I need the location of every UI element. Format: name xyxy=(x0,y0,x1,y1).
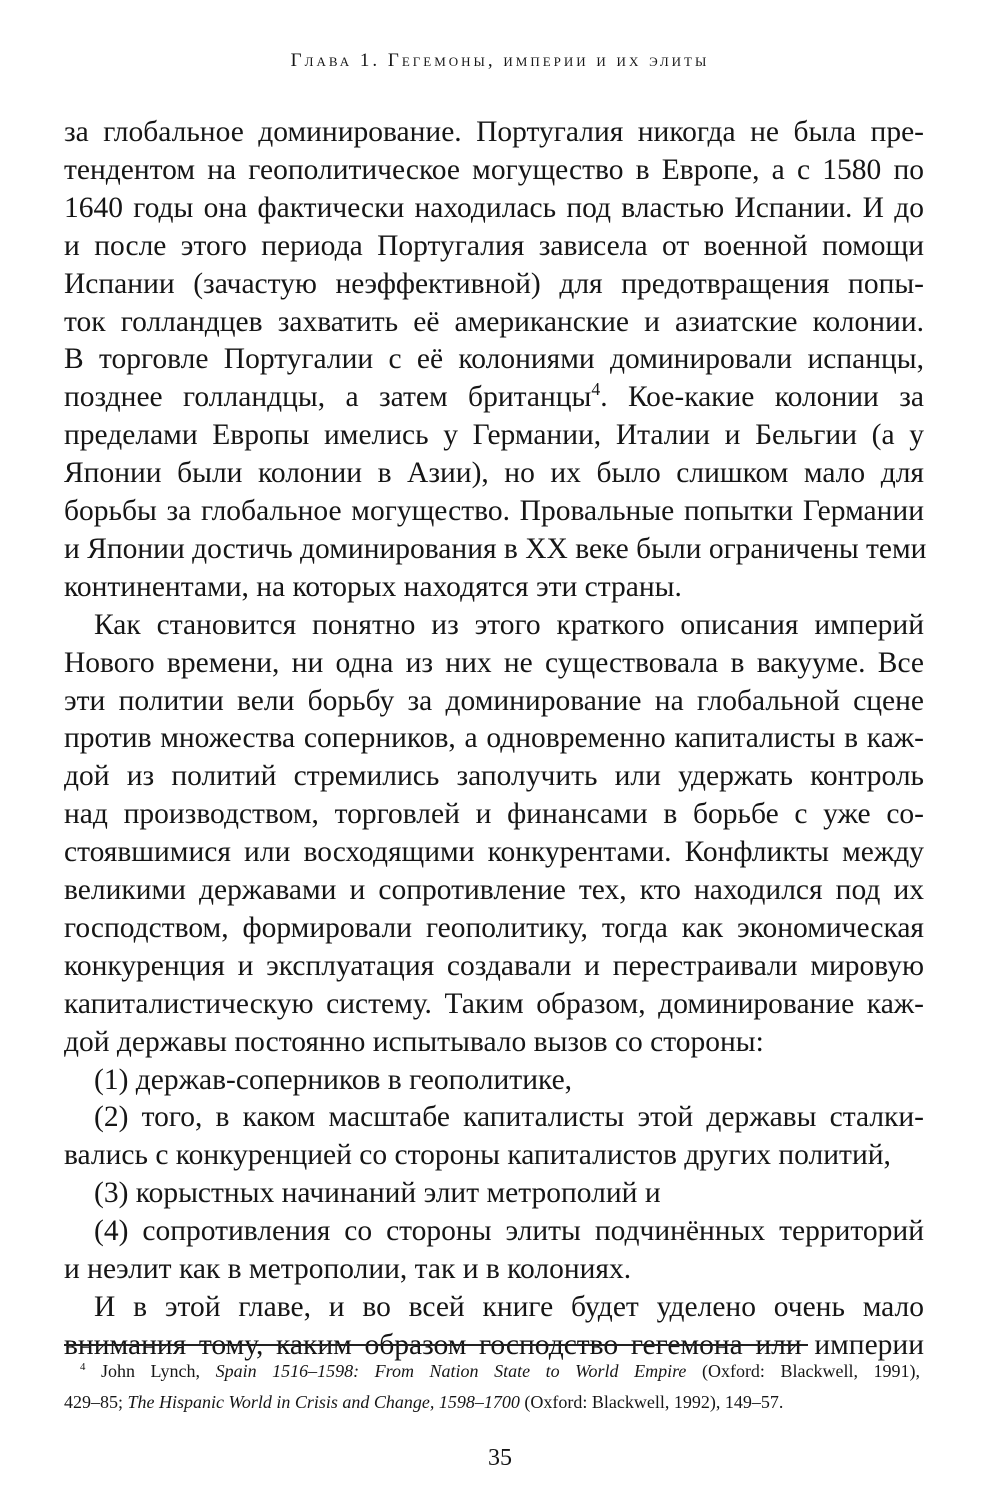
line-text: ток голландцев захватить её американские и азиатские колонии. xyxy=(64,305,924,338)
body-line xyxy=(64,529,927,569)
line-text: континентами, на которых находятся эти страны. xyxy=(64,570,682,603)
line-text: внимания тому, каким образом господство гегемона или империи xyxy=(64,1328,924,1361)
body-line xyxy=(64,339,924,379)
line-text: господством, формировали геополитику, тогда как экономическая xyxy=(64,911,924,944)
line-text: против множества соперников, а одновременно капиталисты в каж- xyxy=(64,722,924,755)
body-line xyxy=(94,1173,924,1213)
line-text: над производством, торговлей и финансами в борьбе с уже со- xyxy=(64,798,924,831)
body-line xyxy=(94,605,924,645)
footnote-text: 429–85; xyxy=(64,1392,128,1412)
line-text: стоявшимися или восходящими конкурентами. Конфликты между xyxy=(64,836,924,869)
line-text: В торговле Португалии с её колониями доминировали испанцы, xyxy=(64,343,924,376)
body-line xyxy=(64,832,924,872)
footnote-book-title: The Hispanic World in Crisis and Change, 1598–1700 xyxy=(127,1392,520,1412)
body-line xyxy=(64,415,924,455)
line-text: (4) сопротивления со стороны элиты подчинённых территорий xyxy=(94,1215,924,1248)
line-text: (1) держав-соперников в геополитике, xyxy=(94,1063,573,1096)
line-text: (3) корыстных начинаний элит метрополий и xyxy=(94,1177,661,1210)
line-text: и неэлит как в метрополии, так и в колониях. xyxy=(64,1253,632,1285)
line-text: и после этого периода Португалия зависела от военной помощи xyxy=(64,229,924,262)
body-line xyxy=(64,681,924,721)
body-line xyxy=(94,1211,924,1251)
line-text: тендентом на геополитическое могущество в Европе, а с 1580 по xyxy=(64,153,924,186)
footnote-text: (Oxford: Blackwell, 1992), 149–57. xyxy=(519,1392,784,1412)
line-text: и Японии достичь доминирования в XX веке были ограничены теми xyxy=(64,532,927,565)
body-line xyxy=(64,643,924,683)
body-line xyxy=(64,1135,924,1175)
line-text: Испании (зачастую неэффективной) для предотвращения попы- xyxy=(64,267,924,300)
line-text: борьбы за глобальное могущество. Провальные попытки Германии xyxy=(64,495,924,527)
page-number: 35 xyxy=(488,1445,512,1471)
body-line xyxy=(94,1060,924,1100)
footnote-reference: 4 xyxy=(591,379,601,400)
footnote-line-2 xyxy=(64,1387,920,1417)
body-line xyxy=(64,946,924,986)
body-line xyxy=(64,794,924,834)
line-text: капиталистическую систему. Таким образом, доминирование каж- xyxy=(64,987,924,1020)
body-line xyxy=(64,150,924,190)
body-line xyxy=(64,226,924,266)
footnote-line-1 xyxy=(80,1356,920,1386)
body-line xyxy=(64,188,924,228)
line-text: вались с конкуренцией со стороны капиталистов других политий, xyxy=(64,1139,891,1172)
line-text: позднее голландцы, а затем британцы xyxy=(64,381,592,414)
line-text: Нового времени, ни одна из них не существовала в вакууме. Все xyxy=(64,646,924,679)
body-line xyxy=(64,718,924,758)
line-text: великими державами и сопротивление тех, кто находился под их xyxy=(64,874,924,906)
body-line xyxy=(64,377,924,417)
body-line xyxy=(64,1022,924,1062)
body-line xyxy=(64,908,924,948)
line-text: пределами Европы имелись у Германии, Италии и Бельгии (а у xyxy=(64,419,924,452)
body-line xyxy=(64,567,924,607)
line-text: . Кое-какие колонии за xyxy=(600,381,924,414)
footnote-marker: 4 xyxy=(80,1361,86,1373)
footnote-text: John Lynch, xyxy=(85,1361,216,1381)
body-line xyxy=(64,756,924,796)
body-line xyxy=(64,984,924,1024)
line-text: дой из политий стремились заполучить или удержать контроль xyxy=(64,760,924,793)
body-line xyxy=(94,1287,924,1327)
line-text: за глобальное доминирование. Португалия никогда не была пре- xyxy=(64,116,924,148)
line-text: дой державы постоянно испытывало вызов со стороны: xyxy=(64,1025,764,1058)
line-text: И в этой главе, и во всей книге будет уделено очень мало xyxy=(94,1290,924,1323)
body-line xyxy=(64,264,924,304)
body-line xyxy=(94,1097,924,1137)
footnote-book-title: Spain 1516–1598: From Nation State to World Empire xyxy=(215,1361,687,1381)
body-line xyxy=(64,870,924,910)
body-line xyxy=(64,112,924,152)
line-text: эти политии вели борьбу за доминирование на глобальной сцене xyxy=(64,684,924,717)
line-text: (2) того, в каком масштабе капиталисты этой державы сталки- xyxy=(94,1101,924,1134)
line-text: Как становится понятно из этого краткого описания империй xyxy=(94,608,924,641)
body-line xyxy=(64,453,924,493)
body-line xyxy=(64,1249,924,1289)
footnote-rule xyxy=(64,1344,808,1346)
line-text: конкуренция и эксплуатация создавали и перестраивали мировую xyxy=(64,949,924,982)
line-text: Японии были колонии в Азии), но их было слишком мало для xyxy=(64,457,924,490)
running-head: Глава 1. Гегемоны, империи и их элиты xyxy=(290,50,710,71)
footnote-text: (Oxford: Blackwell, 1991), xyxy=(686,1361,921,1381)
body-line xyxy=(64,302,924,342)
line-text: 1640 годы она фактически находилась под властью Испании. И до xyxy=(64,191,924,224)
body-line xyxy=(64,491,924,531)
